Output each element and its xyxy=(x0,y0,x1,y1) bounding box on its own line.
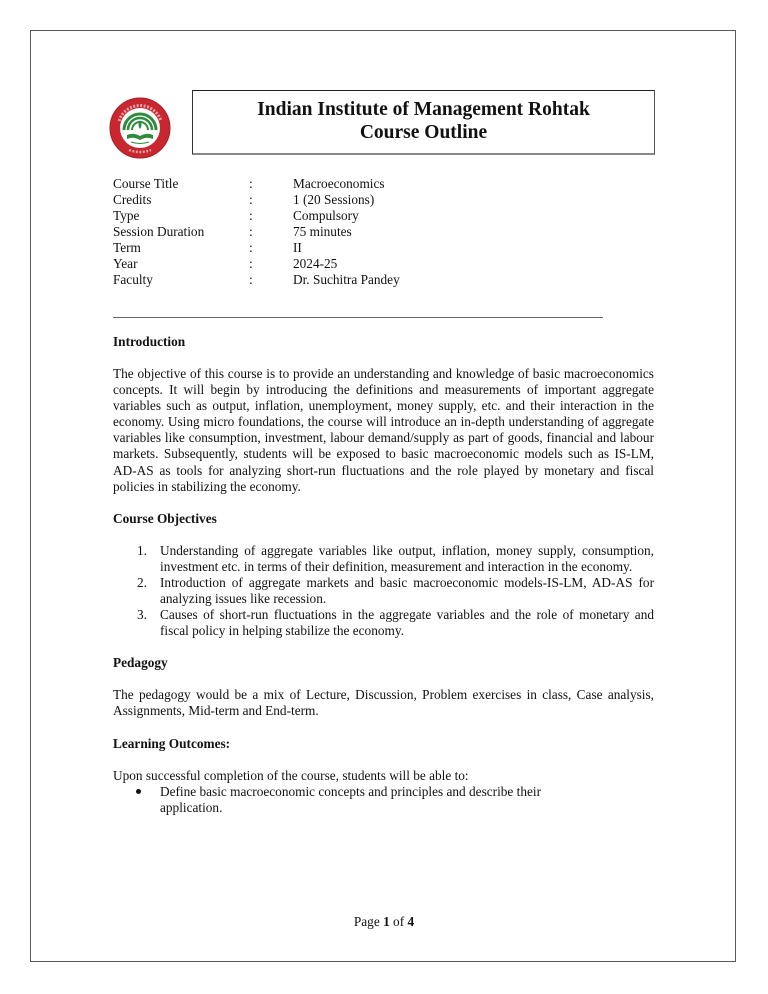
list-number: 3. xyxy=(137,607,147,623)
course-info-value: II xyxy=(293,240,302,255)
outcomes-list xyxy=(113,784,654,816)
course-info-label: Year xyxy=(113,256,138,271)
course-info-row-title xyxy=(113,176,400,192)
document-title-box xyxy=(192,90,655,155)
course-info-colon: : xyxy=(249,176,253,191)
course-info-colon: : xyxy=(249,256,253,271)
document-title: Course Outline xyxy=(359,122,488,143)
page-of: of xyxy=(393,914,405,929)
institute-name: Indian Institute of Management Rohtak xyxy=(257,99,590,120)
document-body xyxy=(113,334,654,816)
learning-outcomes-intro: Upon successful completion of the course, students will be able to: xyxy=(113,767,469,783)
bullet-icon xyxy=(136,789,141,794)
course-info-row-session-duration xyxy=(113,224,400,240)
pedagogy-paragraph: The pedagogy would be a mix of Lecture, Discussion, Problem exercises in class, Case analysis, Assignments, Mid-term and End-term. xyxy=(113,687,654,719)
list-item xyxy=(113,607,654,639)
course-info-colon: : xyxy=(249,208,253,223)
course-info-colon: : xyxy=(249,272,253,287)
section-pedagogy xyxy=(113,655,654,719)
course-info-label: Credits xyxy=(113,192,152,207)
course-info-label: Faculty xyxy=(113,272,153,287)
course-info-label: Type xyxy=(113,208,140,223)
page-number xyxy=(0,914,768,930)
introduction-paragraph: The objective of this course is to provide an understanding and knowledge of basic macroeconomics concepts. It will begin by introducing the definitions and measurements of important aggregate variables such as output, inflation, unemployment, money supply, etc. and their interaction in the economy. Using micro foundations, the course will introduce an in-depth understanding of aggregate variables like consumption, investment, labour demand/supply as part of goods, financial and labour markets. Subsequently, students will be exposed to basic macroeconomic models such as IS-LM, AD-AS as tools for analyzing short-run fluctuations and the role played by monetary and fiscal policies in stabilizing the economy. xyxy=(113,366,654,494)
list-item-text: Introduction of aggregate markets and basic macroeconomic models-IS-LM, AD-AS for analyzing issues like recession. xyxy=(160,574,654,607)
course-info-colon: : xyxy=(249,192,253,207)
section-learning-outcomes xyxy=(113,736,654,816)
horizontal-divider xyxy=(113,317,603,318)
course-info-colon: : xyxy=(249,224,253,239)
list-item xyxy=(113,784,654,816)
section-heading: Introduction xyxy=(113,334,186,349)
course-info-row-type xyxy=(113,208,400,224)
list-number: 1. xyxy=(137,542,147,558)
list-item xyxy=(113,575,654,607)
course-info-label: Session Duration xyxy=(113,224,205,239)
course-info-colon: : xyxy=(249,240,253,255)
list-item xyxy=(113,543,654,575)
section-course-objectives xyxy=(113,511,654,640)
course-info-row-term xyxy=(113,240,400,256)
list-item-text: Define basic macroeconomic concepts and principles and describe their application. xyxy=(160,783,542,815)
course-info-value: Compulsory xyxy=(293,208,359,223)
course-info-row-year xyxy=(113,256,400,272)
list-number: 2. xyxy=(137,574,147,590)
course-info-label: Term xyxy=(113,240,141,255)
section-heading: Course Objectives xyxy=(113,510,217,526)
course-info-table xyxy=(113,176,400,288)
course-info-value: 2024-25 xyxy=(293,256,338,271)
course-info-row-faculty xyxy=(113,272,400,288)
section-heading: Learning Outcomes: xyxy=(113,735,231,751)
course-info-value: Dr. Suchitra Pandey xyxy=(293,272,400,287)
page-total: 4 xyxy=(407,914,415,929)
objectives-list xyxy=(113,543,654,640)
section-introduction xyxy=(113,334,654,495)
list-item-text: Causes of short-run fluctuations in the aggregate variables and the role of monetary and fiscal policy in helping stabilize the economy. xyxy=(160,607,654,639)
course-info-value: 75 minutes xyxy=(293,224,352,239)
course-info-label: Course Title xyxy=(113,176,179,191)
course-info-value: Macroeconomics xyxy=(293,176,385,191)
course-info-row-credits xyxy=(113,192,400,208)
list-item-text: Understanding of aggregate variables like output, inflation, money supply, consumption, investment etc. in terms of their definition, measurement and interaction in the economy. xyxy=(160,542,654,574)
iim-rohtak-logo-icon xyxy=(109,97,171,159)
page-prefix: Page xyxy=(353,914,380,929)
course-info-value: 1 (20 Sessions) xyxy=(293,192,375,207)
section-heading: Pedagogy xyxy=(113,655,168,671)
page-current: 1 xyxy=(383,914,390,929)
